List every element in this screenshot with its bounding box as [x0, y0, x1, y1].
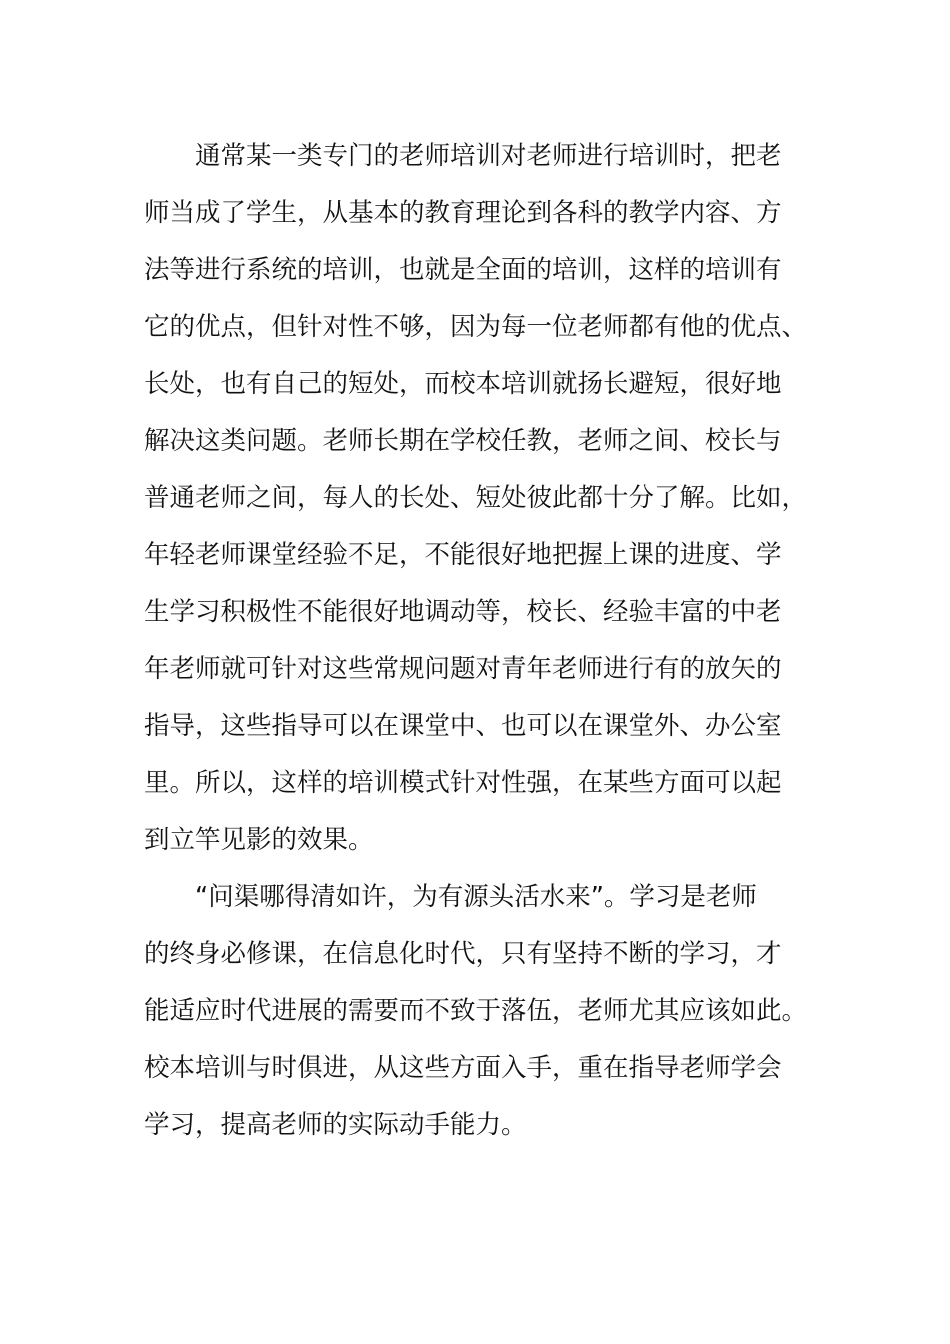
paragraph-1 — [144, 128, 808, 869]
text-line: “问渠哪得清如许，为有源头活水来”。学习是老师 — [195, 882, 757, 912]
text-line: 长处，也有自己的短处，而校本培训就扬长避短，很好地 — [144, 369, 782, 399]
text-line: 能适应时代进展的需要而不致于落伍，老师尤其应该如此。 — [144, 996, 808, 1026]
text-line: 通常某一类专门的老师培训对老师进行培训时，把老 — [195, 141, 782, 171]
text-line: 学习，提高老师的实际动手能力。 — [144, 1110, 527, 1140]
text-line: 它的优点，但针对性不够，因为每一位老师都有他的优点、 — [144, 312, 808, 342]
body-text — [144, 128, 808, 1154]
text-line: 生学习积极性不能很好地调动等，校长、经验丰富的中老 — [144, 597, 782, 627]
text-line: 师当成了学生，从基本的教育理论到各科的教学内容、方 — [144, 198, 782, 228]
text-line: 到立竿见影的效果。 — [144, 825, 374, 855]
text-line: 法等进行系统的培训，也就是全面的培训，这样的培训有 — [144, 255, 782, 285]
text-line: 的终身必修课，在信息化时代，只有坚持不断的学习，才 — [144, 939, 782, 969]
text-line: 指导，这些指导可以在课堂中、也可以在课堂外、办公室 — [144, 711, 782, 741]
paragraph-2 — [144, 869, 808, 1154]
text-line: 普通老师之间，每人的长处、短处彼此都十分了解。比如， — [144, 483, 808, 513]
text-line: 里。所以，这样的培训模式针对性强，在某些方面可以起 — [144, 768, 782, 798]
text-line: 年轻老师课堂经验不足，不能很好地把握上课的进度、学 — [144, 540, 782, 570]
text-line: 年老师就可针对这些常规问题对青年老师进行有的放矢的 — [144, 654, 782, 684]
text-line: 解决这类问题。老师长期在学校任教，老师之间、校长与 — [144, 426, 782, 456]
text-line: 校本培训与时俱进，从这些方面入手，重在指导老师学会 — [144, 1053, 782, 1083]
